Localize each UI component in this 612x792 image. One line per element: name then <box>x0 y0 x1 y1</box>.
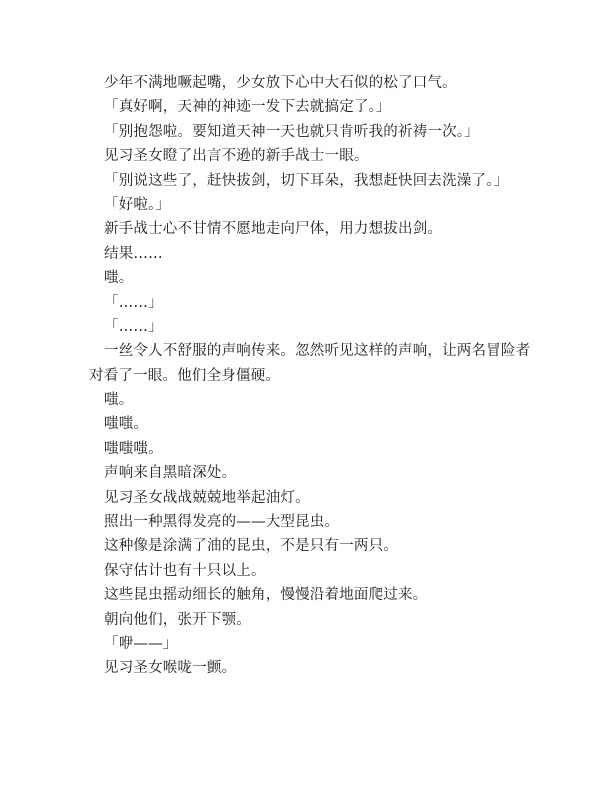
paragraph: 「……」 <box>104 318 163 335</box>
paragraph: 嗤嗤。 <box>104 416 149 433</box>
paragraph: 朝向他们，张开下颚。 <box>104 611 251 628</box>
paragraph <box>89 339 544 388</box>
paragraph: 嗤嗤嗤。 <box>104 440 163 457</box>
paragraph: 「真好啊，天神的神迹一发下去就搞定了。」 <box>104 99 391 116</box>
paragraph: 「咿——」 <box>104 636 178 652</box>
paragraph: 「好啦。」 <box>104 196 171 213</box>
paragraph: 保守估计也有十只以上。 <box>104 562 266 579</box>
paragraph: 「别抱怨啦。要知道天神一天也就只肯听我的祈祷一次。」 <box>104 123 479 140</box>
paragraph: 少年不满地噘起嘴，少女放下心中大石似的松了口气。 <box>104 75 457 91</box>
paragraph: 嗤。 <box>104 392 134 409</box>
paragraph: 声响来自黑暗深处。 <box>104 465 237 482</box>
paragraph: 照出一种黑得发亮的——大型昆虫。 <box>104 514 340 531</box>
paragraph: 「……」 <box>104 294 163 311</box>
paragraph: 这种像是涂满了油的昆虫，不是只有一两只。 <box>104 538 398 555</box>
paragraph: 结果…… <box>104 245 163 262</box>
paragraph: 「别说这些了，赶快拔剑，切下耳朵，我想赶快回去洗澡了。」 <box>104 172 509 189</box>
paragraph: 见习圣女喉咙一颤。 <box>104 660 237 677</box>
paragraph-line: 对看了一眼。他们全身僵硬。 <box>89 367 281 384</box>
paragraph: 见习圣女瞪了出言不逊的新手战士一眼。 <box>104 148 369 165</box>
paragraph: 嗤。 <box>104 270 134 287</box>
paragraph-line: 一丝令人不舒服的声响传来。忽然听见这样的声响，让两名冒险者 <box>104 343 531 360</box>
paragraph: 见习圣女战战兢兢地举起油灯。 <box>104 489 310 506</box>
paragraph: 新手战士心不甘情不愿地走向尸体，用力想拔出剑。 <box>104 221 443 238</box>
paragraph: 这些昆虫摇动细长的触角，慢慢沿着地面爬过来。 <box>104 587 428 604</box>
body-text <box>89 71 544 681</box>
